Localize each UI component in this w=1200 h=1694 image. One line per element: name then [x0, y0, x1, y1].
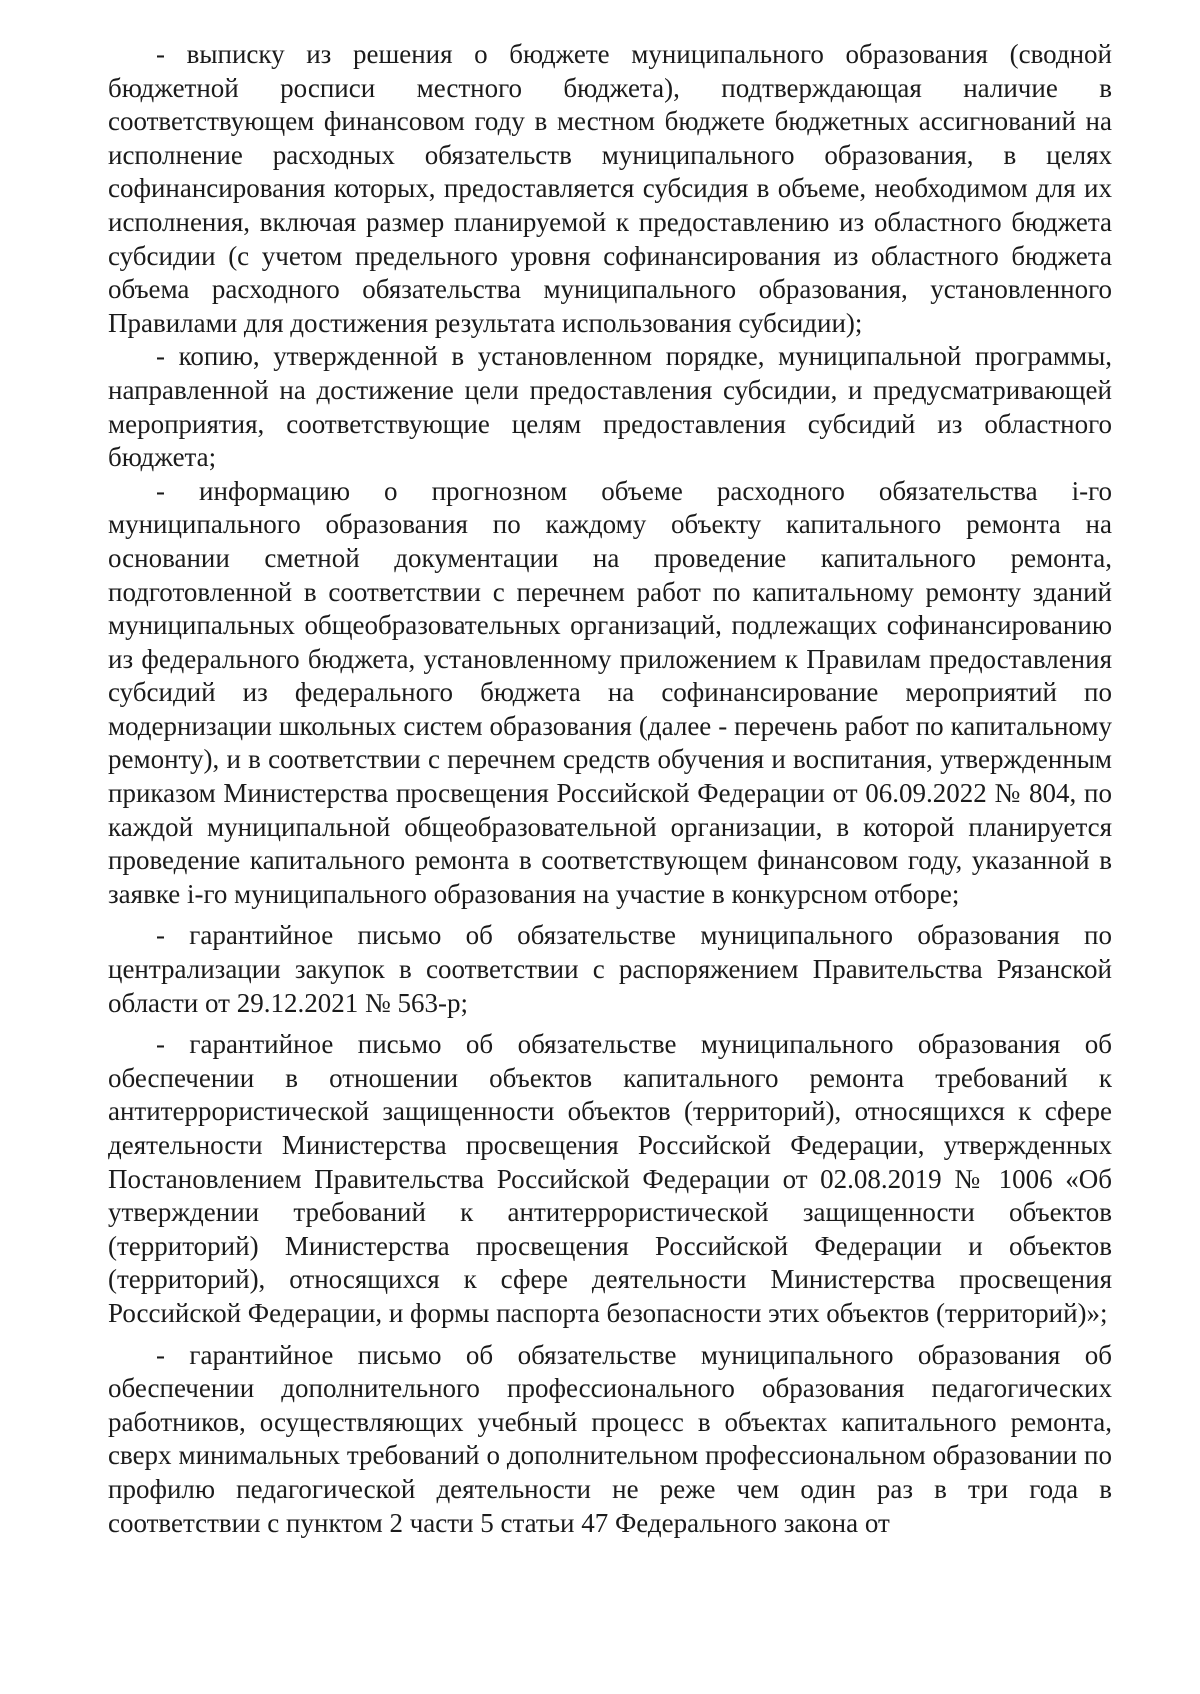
paragraph-budget-extract: - выписку из решения о бюджете муниципального образования (сводной бюджетной росписи местного бюджета), подтверждающая наличие в соответствующем финансовом году в местном бюджете бюджетных ассигнований на исполнение расходных обязательств муниципального образования, в целях софинансирования которых, предоставляется субсидия в объеме, необходимом для их исполнения, включая размер планируемой к предоставлению из областного бюджета субсидии (с учетом предельного уровня софинансирования из областного бюджета объема расходного обязательства муниципального образования, установленного Правилами для достижения результата использования субсидии); [108, 39, 1112, 338]
paragraph-forecast-info: - информацию о прогнозном объеме расходного обязательства i-го муниципального образования по каждому объекту капитального ремонта на основании сметной документации на проведение капитального ремонта, подготовленной в соответствии с перечнем работ по капитальному ремонту зданий муниципальных общеобразовательных организаций, подлежащих софинансированию из федерального бюджета, установленному приложением к Правилам предоставления субсидий из федерального бюджета на софинансирование мероприятий по модернизации школьных систем образования (далее - перечень работ по капитальному ремонту), и в соответствии с перечнем средств обучения и воспитания, утвержденным приказом Министерства просвещения Российской Федерации от 06.09.2022 № 804, по каждой муниципальной общеобразовательной организации, в которой планируется проведение капитального ремонта в соответствующем финансовом году, указанной в заявке i-го муниципального образования на участие в конкурсном отборе; [108, 475, 1112, 909]
paragraph-program-copy: - копию, утвержденной в установленном порядке, муниципальной программы, направленной на достижение цели предоставления субсидии, и предусматривающей мероприятия, соответствующие целям предоставления субсидий из областного бюджета; [108, 341, 1112, 473]
paragraph-education-letter: - гарантийное письмо об обязательстве муниципального образования об обеспечении дополнительного профессионального образования педагогических работников, осуществляющих учебный процесс в объектах капитального ремонта, сверх минимальных требований о дополнительном профессиональном образовании по профилю педагогической деятельности не реже чем один раз в три года в соответствии с пунктом 2 части 5 статьи 47 Федерального закона от [108, 1339, 1112, 1538]
paragraph-procurement-letter: - гарантийное письмо об обязательстве муниципального образования по централизации закупок в соответствии с распоряжением Правительства Рязанской области от 29.12.2021 № 563-р; [108, 920, 1112, 1018]
paragraph-security-letter: - гарантийное письмо об обязательстве муниципального образования об обеспечении в отношении объектов капитального ремонта требований к антитеррористической защищенности объектов (территорий), относящихся к сфере деятельности Министерства просвещения Российской Федерации, утвержденных Постановлением Правительства Российской Федерации от 02.08.2019 № 1006 «Об утверждении требований к антитеррористической защищенности объектов (территорий) Министерства просвещения Российской Федерации и объектов (территорий), относящихся к сфере деятельности Министерства просвещения Российской Федерации, и формы паспорта безопасности этих объектов (территорий)»; [108, 1029, 1112, 1328]
